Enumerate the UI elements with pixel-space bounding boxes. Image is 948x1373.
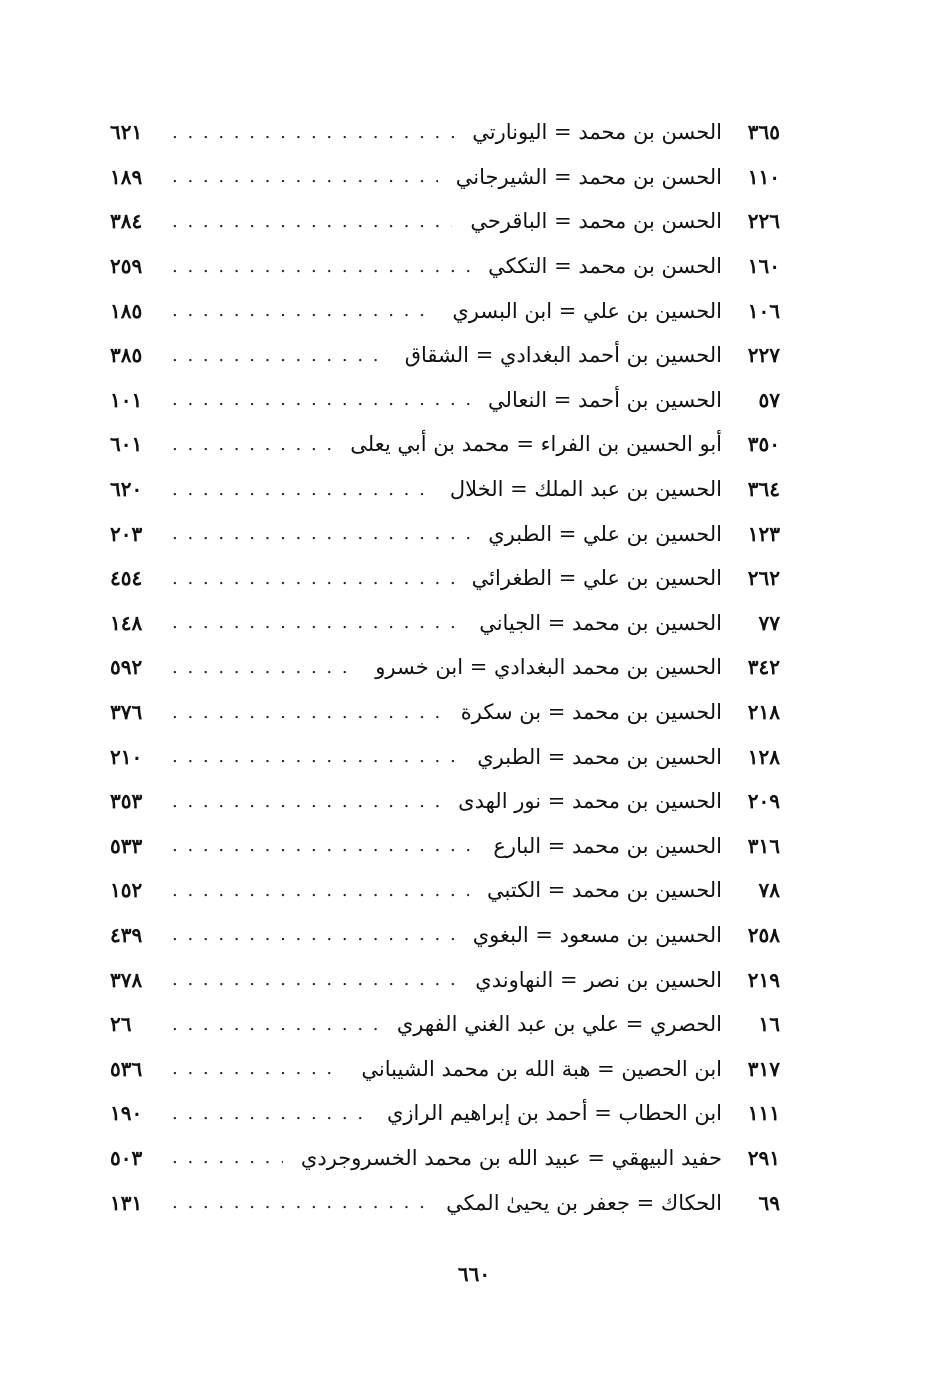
index-entry	[110, 1180, 780, 1225]
entry-name: حفيد البيهقي = عبيد الله بن محمد الخسروجردي	[300, 1145, 722, 1170]
entry-name: الحسين بن عبد الملك = الخلال	[449, 477, 722, 502]
entry-name: الحسين بن علي = ابن البسري	[452, 298, 722, 323]
entry-name: الحسين بن محمد البغدادي = ابن خسرو	[375, 655, 722, 680]
entry-name: الحسين بن محمد = الكتبي	[487, 878, 722, 903]
index-entry	[110, 868, 780, 913]
entry-page-ref: ٤٣٩	[110, 922, 143, 947]
entry-name: الحسين بن أحمد البغدادي = الشقاق	[404, 343, 722, 368]
entry-number: ٥٧	[758, 387, 780, 412]
index-entry	[110, 467, 780, 512]
entry-page-ref: ٥٠٣	[110, 1145, 143, 1170]
entry-number: ٧٨	[758, 878, 780, 903]
index-entry	[110, 1091, 780, 1136]
dot-leader	[172, 1058, 343, 1079]
entry-name: الحسين بن علي = الطغرائي	[471, 566, 722, 591]
index-entry	[110, 556, 780, 601]
entry-name: الحكاك = جعفر بن يحيىٰ المكي	[446, 1190, 722, 1215]
entry-page-ref: ٦٠١	[110, 432, 143, 457]
index-entry	[110, 244, 780, 289]
entry-name: الحسين بن علي = الطبري	[488, 521, 722, 546]
entry-number: ٢٢٦	[747, 209, 780, 234]
dot-leader	[172, 434, 332, 455]
index-entry	[110, 155, 780, 200]
index-entry	[110, 1136, 780, 1181]
dot-leader	[172, 122, 454, 143]
entry-name: الحسين بن محمد = البارع	[493, 833, 722, 858]
entry-page-ref: ٢٦	[110, 1012, 132, 1037]
entry-number: ١٠٦	[747, 298, 780, 323]
dot-leader	[172, 211, 452, 232]
page-number: ٦٦٠	[457, 1262, 491, 1286]
entry-page-ref: ١٣١	[110, 1190, 143, 1215]
index-entry	[110, 110, 780, 155]
dot-leader	[172, 880, 469, 901]
entry-name: الحسن بن محمد = اليونارتي	[472, 120, 722, 145]
entry-number: ٣١٧	[747, 1056, 780, 1081]
dot-leader	[172, 657, 357, 678]
entry-number: ٣٦٤	[747, 477, 780, 502]
entry-number: ٦٩	[758, 1190, 780, 1215]
index-entry	[110, 199, 780, 244]
index-entry	[110, 734, 780, 779]
index-entry	[110, 690, 780, 735]
entry-name: الحصري = علي بن عبد الغني الفهري	[396, 1012, 722, 1037]
index-entry	[110, 1002, 780, 1047]
dot-leader	[172, 924, 455, 945]
entry-number: ١١١	[747, 1101, 780, 1126]
index-entry	[110, 1046, 780, 1091]
entry-page-ref: ٣٨٥	[110, 343, 143, 368]
entry-number: ٢٩١	[747, 1145, 780, 1170]
index-entry	[110, 601, 780, 646]
entry-number: ٢٦٢	[747, 566, 780, 591]
index-entry	[110, 378, 780, 423]
entry-name: الحسين بن محمد = الجياني	[479, 610, 722, 635]
entry-name: الحسن بن محمد = الشيرجاني	[455, 164, 722, 189]
entry-page-ref: ٦٢٠	[110, 477, 143, 502]
index-list	[110, 110, 780, 1225]
entry-page-ref: ٢٠٣	[110, 521, 143, 546]
dot-leader	[172, 702, 443, 723]
entry-name: الحسين بن محمد = بن سكرة	[460, 700, 722, 725]
entry-name: أبو الحسين بن الفراء = محمد بن أبي يعلى	[350, 432, 722, 457]
entry-name: الحسن بن محمد = الباقرحي	[470, 209, 722, 234]
index-entry	[110, 779, 780, 824]
entry-page-ref: ١٨٩	[110, 164, 143, 189]
entry-number: ١٦٠	[747, 254, 780, 279]
index-entry	[110, 957, 780, 1002]
dot-leader	[172, 166, 438, 187]
dot-leader	[172, 523, 470, 544]
entry-name: ابن الحطاب = أحمد بن إبراهيم الرازي	[386, 1101, 722, 1126]
entry-page-ref: ١٠١	[110, 387, 143, 412]
entry-name: ابن الحصين = هبة الله بن محمد الشيباني	[361, 1056, 722, 1081]
dot-leader	[172, 345, 387, 366]
entry-name: الحسين بن مسعود = البغوي	[472, 922, 722, 947]
entry-page-ref: ٣٧٨	[110, 967, 143, 992]
entry-page-ref: ٢٥٩	[110, 254, 143, 279]
dot-leader	[172, 746, 459, 767]
entry-name: الحسين بن محمد = نور الهدى	[458, 789, 722, 814]
dot-leader	[172, 1103, 369, 1124]
entry-number: ٢٠٩	[747, 789, 780, 814]
dot-leader	[172, 969, 457, 990]
entry-page-ref: ٣٥٣	[110, 789, 143, 814]
entry-number: ٣٥٠	[747, 432, 780, 457]
entry-number: ١٦	[758, 1012, 780, 1037]
entry-number: ٣٤٢	[747, 655, 780, 680]
dot-leader	[172, 612, 461, 633]
dot-leader	[172, 1147, 283, 1168]
entry-page-ref: ١٨٥	[110, 298, 143, 323]
entry-page-ref: ٦٢١	[110, 120, 143, 145]
dot-leader	[172, 300, 434, 321]
dot-leader	[172, 568, 454, 589]
entry-number: ١٢٣	[747, 521, 780, 546]
dot-leader	[172, 389, 470, 410]
entry-number: ١٢٨	[747, 744, 780, 769]
entry-number: ٧٧	[758, 610, 780, 635]
entry-name: الحسين بن أحمد = النعالي	[488, 387, 722, 412]
dot-leader	[172, 1014, 379, 1035]
entry-number: ٢١٨	[747, 700, 780, 725]
dot-leader	[172, 256, 470, 277]
entry-number: ٢٢٧	[747, 343, 780, 368]
entry-page-ref: ٥٣٣	[110, 833, 143, 858]
index-entry	[110, 288, 780, 333]
index-entry	[110, 645, 780, 690]
entry-page-ref: ٣٧٦	[110, 700, 143, 725]
entry-number: ٣١٦	[747, 833, 780, 858]
index-entry	[110, 824, 780, 869]
entry-page-ref: ٥٩٢	[110, 655, 143, 680]
index-entry	[110, 422, 780, 467]
entry-page-ref: ٢١٠	[110, 744, 143, 769]
entry-page-ref: ٣٨٤	[110, 209, 143, 234]
entry-number: ٢٥٨	[747, 922, 780, 947]
entry-number: ٣٦٥	[747, 120, 780, 145]
dot-leader	[172, 479, 432, 500]
entry-name: الحسين بن نصر = النهاوندي	[475, 967, 722, 992]
index-entry	[110, 511, 780, 556]
entry-page-ref: ٥٣٦	[110, 1056, 143, 1081]
entry-name: الحسين بن محمد = الطبري	[477, 744, 722, 769]
entry-page-ref: ١٤٨	[110, 610, 143, 635]
entry-page-ref: ١٩٠	[110, 1101, 143, 1126]
entry-page-ref: ٤٥٤	[110, 566, 143, 591]
entry-number: ١١٠	[747, 164, 780, 189]
dot-leader	[172, 1192, 428, 1213]
dot-leader	[172, 791, 440, 812]
index-entry	[110, 333, 780, 378]
entry-number: ٢١٩	[747, 967, 780, 992]
entry-page-ref: ١٥٢	[110, 878, 143, 903]
entry-name: الحسن بن محمد = التككي	[488, 254, 722, 279]
dot-leader	[172, 835, 475, 856]
index-entry	[110, 913, 780, 958]
